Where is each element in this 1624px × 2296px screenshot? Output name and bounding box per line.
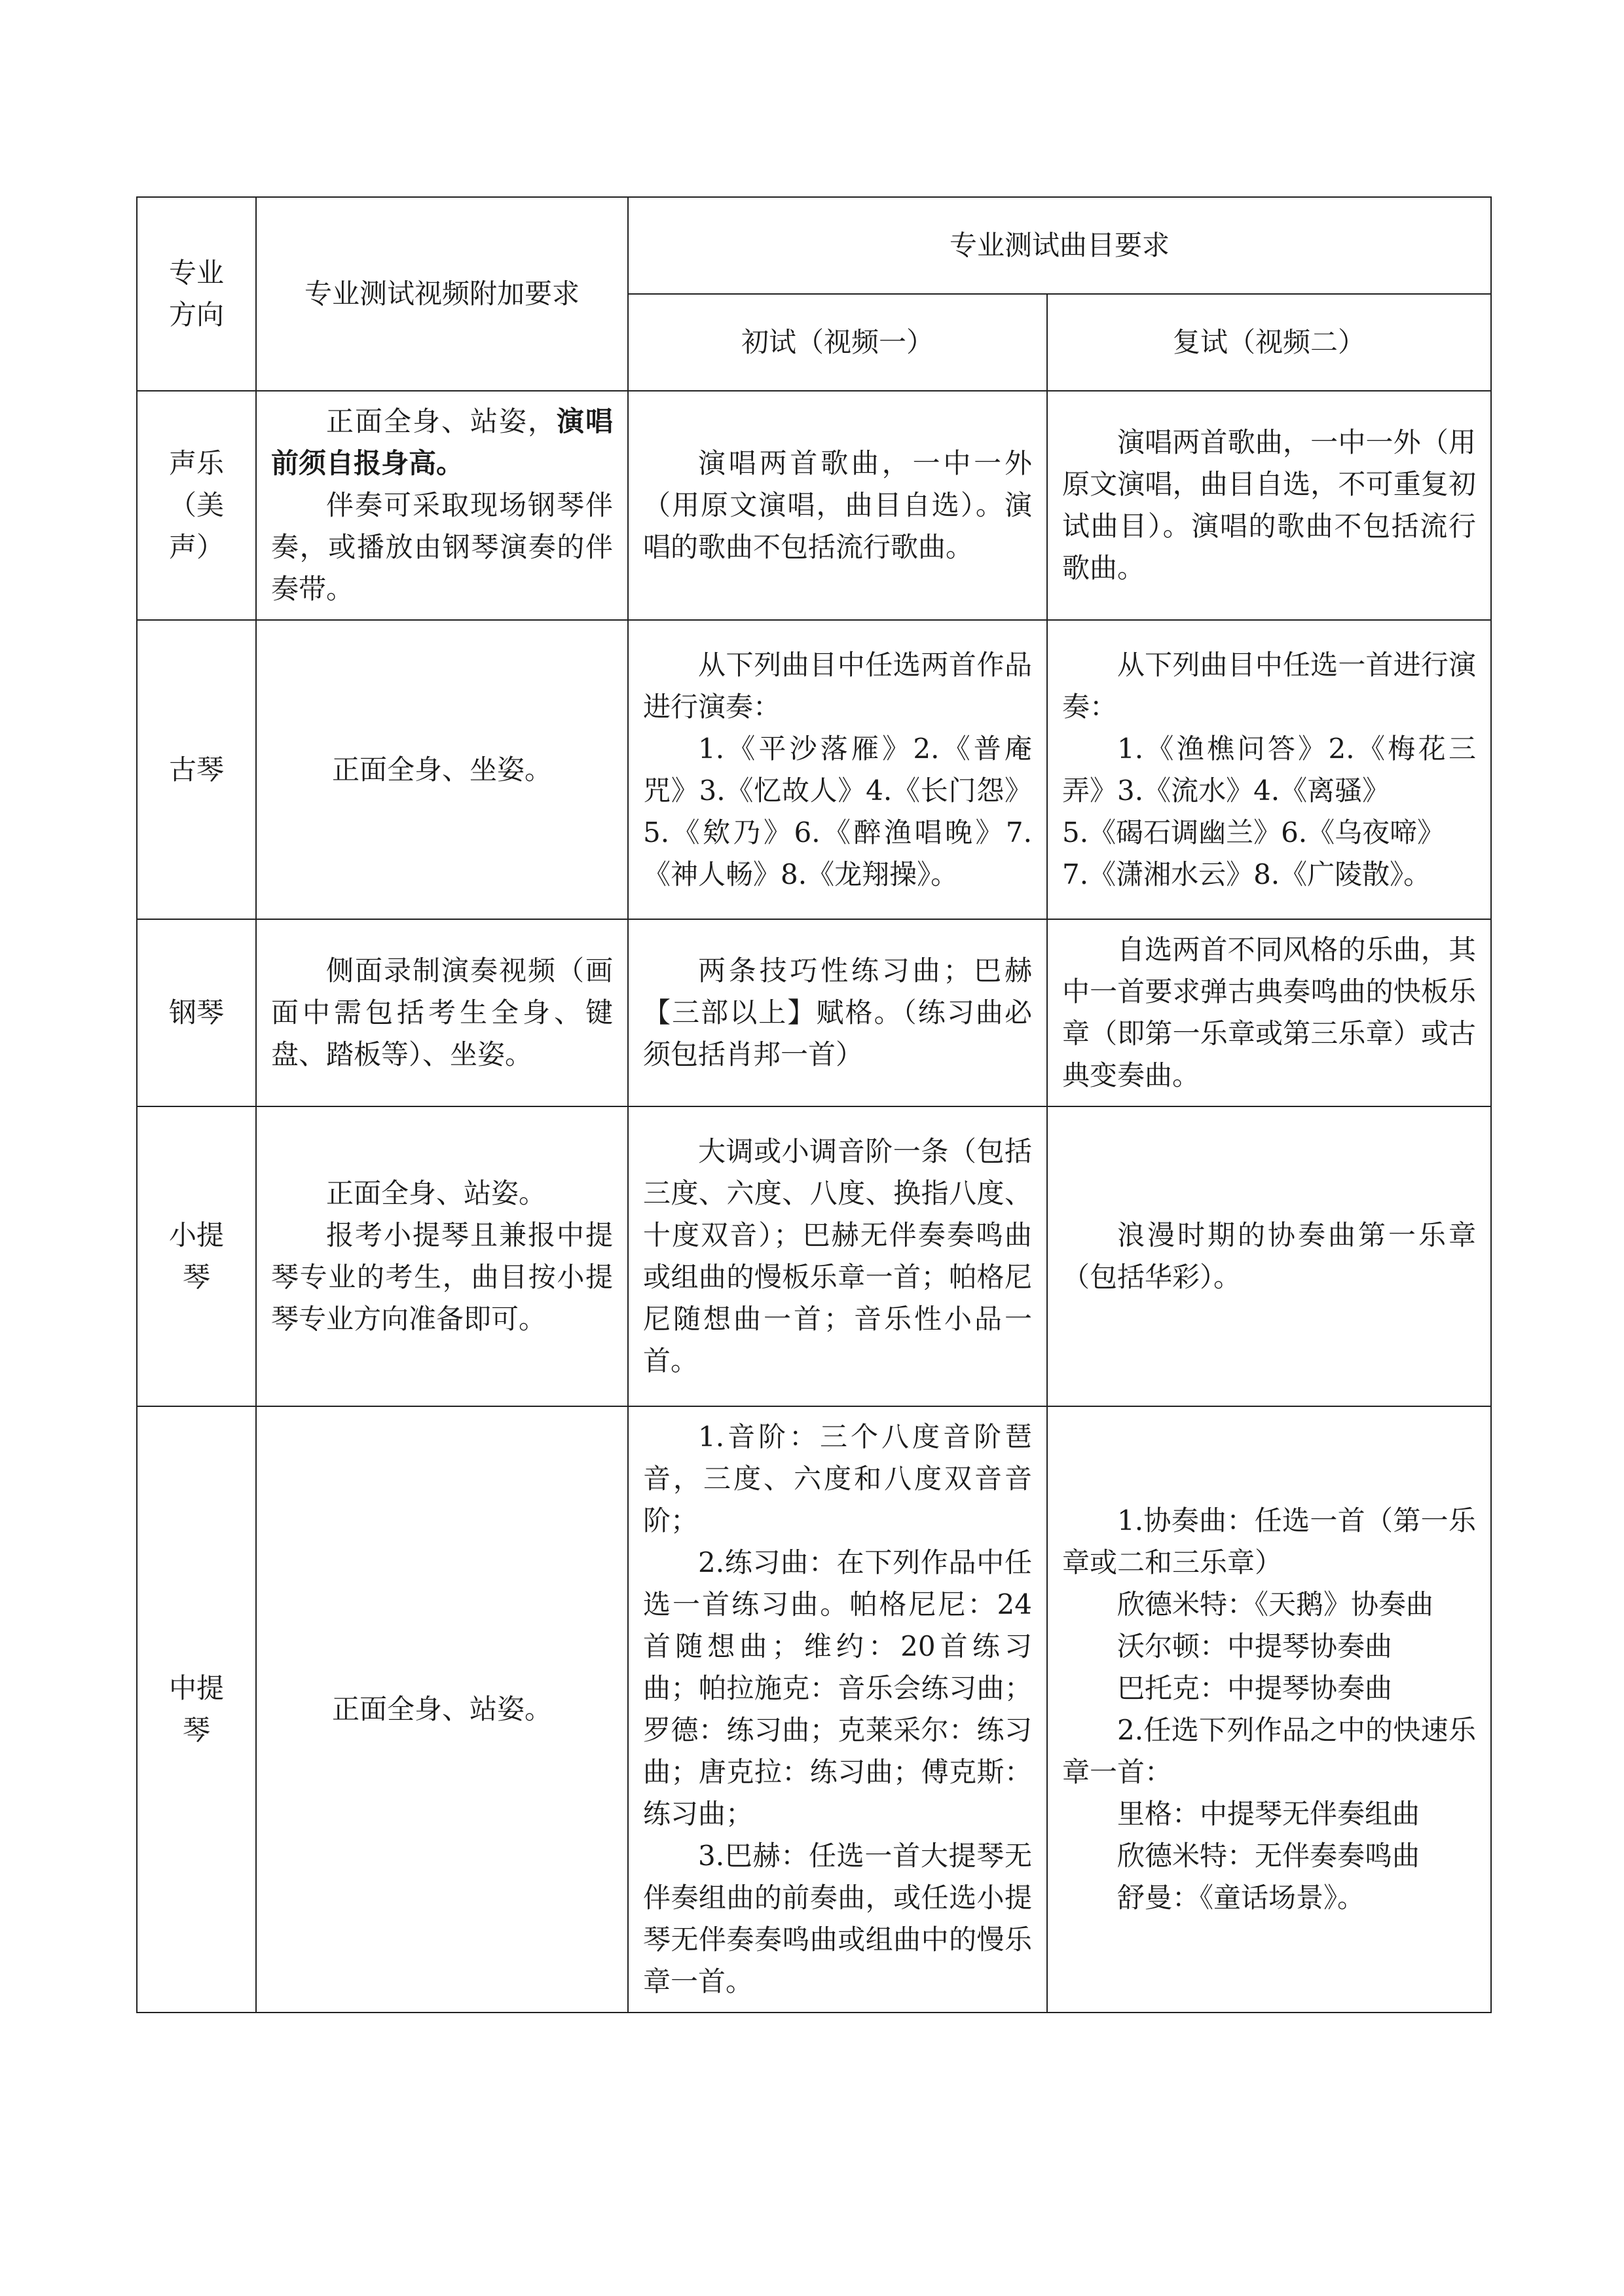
round2-cell: [1047, 1106, 1491, 1406]
round1-cell: [628, 1106, 1047, 1406]
table-row: [137, 919, 1491, 1106]
round2-text: 自选两首不同风格的乐曲，其中一首要求弹古典奏鸣曲的快板乐章（即第一乐章或第三乐章）或古典变奏曲。: [1062, 934, 1477, 1091]
table-row: [137, 620, 1491, 919]
direction-label: 声乐（美声）: [168, 447, 224, 563]
round2-text: 沃尔顿：中提琴协奏曲: [1117, 1630, 1393, 1662]
header-round2-cell: [1047, 294, 1491, 391]
header-video-req: 专业测试视频附加要求: [304, 278, 580, 310]
requirements-table: [136, 196, 1492, 2013]
video-req-text: 报考小提琴且兼报中提琴专业的考生，曲目按小提琴专业方向准备即可。: [271, 1219, 613, 1335]
round1-text: 2.练习曲：在下列作品中任选一首练习曲。帕格尼尼：24首随想曲；维约：20首练习曲；帕拉施克：音乐会练习曲；罗德：练习曲；克莱采尔：练习曲；唐克拉：练习曲；傅克斯：练习曲；: [643, 1546, 1032, 1830]
round1-text: 从下列曲目中任选两首作品进行演奏：: [643, 648, 1032, 723]
video-req-text: 伴奏可采取现场钢琴伴奏，或播放由钢琴演奏的伴奏带。: [271, 489, 613, 605]
direction-label: 小提琴: [168, 1219, 224, 1293]
header-round1-cell: [628, 294, 1047, 391]
header-video-cell: [256, 197, 628, 391]
round2-text: 7.《潇湘水云》8.《广陵散》。: [1062, 858, 1431, 890]
round2-text: 2.任选下列作品之中的快速乐章一首：: [1062, 1714, 1477, 1788]
video-req-text: 正面全身、站姿，演唱前须自报身高。: [271, 405, 613, 479]
round2-text: 欣德米特：《天鹅》协奏曲: [1117, 1588, 1434, 1620]
direction-cell: [137, 1406, 256, 2013]
header-repertoire-cell: [628, 197, 1491, 294]
header-row-1: [137, 197, 1491, 294]
round1-text: 1.《平沙落雁》2.《普庵咒》3.《忆故人》4.《长门怨》5.《欸乃》6.《醉渔唱晚》7.《神人畅》8.《龙翔操》。: [643, 732, 1032, 890]
round2-cell: [1047, 620, 1491, 919]
round2-cell: [1047, 1406, 1491, 2013]
video-req-cell: [256, 1406, 628, 2013]
direction-cell: [137, 1106, 256, 1406]
round2-text: 巴托克：中提琴协奏曲: [1117, 1672, 1393, 1704]
round1-cell: [628, 919, 1047, 1106]
round1-cell: [628, 620, 1047, 919]
round2-text: 舒曼：《童话场景》。: [1117, 1882, 1365, 1914]
round2-text: 浪漫时期的协奏曲第一乐章（包括华彩）。: [1062, 1219, 1477, 1293]
round2-text: 演唱两首歌曲，一中一外（用原文演唱，曲目自选，不可重复初试曲目）。演唱的歌曲不包括流行歌曲。: [1062, 426, 1477, 584]
header-repertoire: 专业测试曲目要求: [950, 229, 1170, 261]
header-round1: 初试（视频一）: [741, 326, 934, 358]
video-req-cell: [256, 620, 628, 919]
header-round2: 复试（视频二）: [1173, 326, 1366, 358]
round2-cell: [1047, 919, 1491, 1106]
round1-text: 1.音阶：三个八度音阶琶音，三度、六度和八度双音音阶；: [643, 1421, 1032, 1537]
direction-cell: [137, 919, 256, 1106]
round2-cell: [1047, 391, 1491, 620]
round2-text: 从下列曲目中任选一首进行演奏：: [1062, 648, 1477, 723]
table-row: [137, 1406, 1491, 2013]
direction-label: 中提琴: [168, 1672, 224, 1746]
direction-label: 古琴: [168, 753, 224, 786]
direction-label: 钢琴: [168, 996, 224, 1029]
video-req-text: 侧面录制演奏视频（画面中需包括考生全身、键盘、踏板等）、坐姿。: [271, 955, 613, 1070]
video-req-text: 正面全身、坐姿。: [331, 753, 552, 786]
round1-text: 演唱两首歌曲，一中一外（用原文演唱，曲目自选）。演唱的歌曲不包括流行歌曲。: [643, 447, 1032, 563]
round1-text: 3.巴赫：任选一首大提琴无伴奏组曲的前奏曲，或任选小提琴无伴奏奏鸣曲或组曲中的慢乐章一首。: [643, 1840, 1032, 1997]
document-page: [136, 196, 1490, 2013]
height-notice: 演唱前须自报身高。: [271, 405, 613, 479]
round2-text: 里格：中提琴无伴奏组曲: [1117, 1798, 1420, 1830]
round2-text: 欣德米特：无伴奏奏鸣曲: [1117, 1840, 1420, 1872]
video-req-cell: [256, 391, 628, 620]
table-row: [137, 391, 1491, 620]
round2-text: 1.《渔樵问答》2.《梅花三弄》3.《流水》4.《离骚》: [1062, 732, 1477, 807]
header-direction-cell: [137, 197, 256, 391]
video-req-cell: [256, 919, 628, 1106]
round1-cell: [628, 1406, 1047, 2013]
round1-text: 大调或小调音阶一条（包括三度、六度、八度、换指八度、十度双音）；巴赫无伴奏奏鸣曲或组曲的慢板乐章一首；帕格尼尼随想曲一首；音乐性小品一首。: [643, 1135, 1032, 1377]
direction-cell: [137, 620, 256, 919]
round1-cell: [628, 391, 1047, 620]
video-req-cell: [256, 1106, 628, 1406]
round2-text: 1.协奏曲：任选一首（第一乐章或二和三乐章）: [1062, 1504, 1477, 1578]
direction-cell: [137, 391, 256, 620]
round1-text: 两条技巧性练习曲；巴赫【三部以上】赋格。（练习曲必须包括肖邦一首）: [643, 955, 1032, 1070]
video-req-text: 正面全身、站姿。: [326, 1177, 547, 1209]
table-row: [137, 1106, 1491, 1406]
video-req-text: 正面全身、站姿。: [331, 1693, 552, 1725]
header-direction: 专业方向: [168, 257, 224, 331]
round2-text: 5.《碣石调幽兰》6.《乌夜啼》: [1062, 816, 1445, 848]
